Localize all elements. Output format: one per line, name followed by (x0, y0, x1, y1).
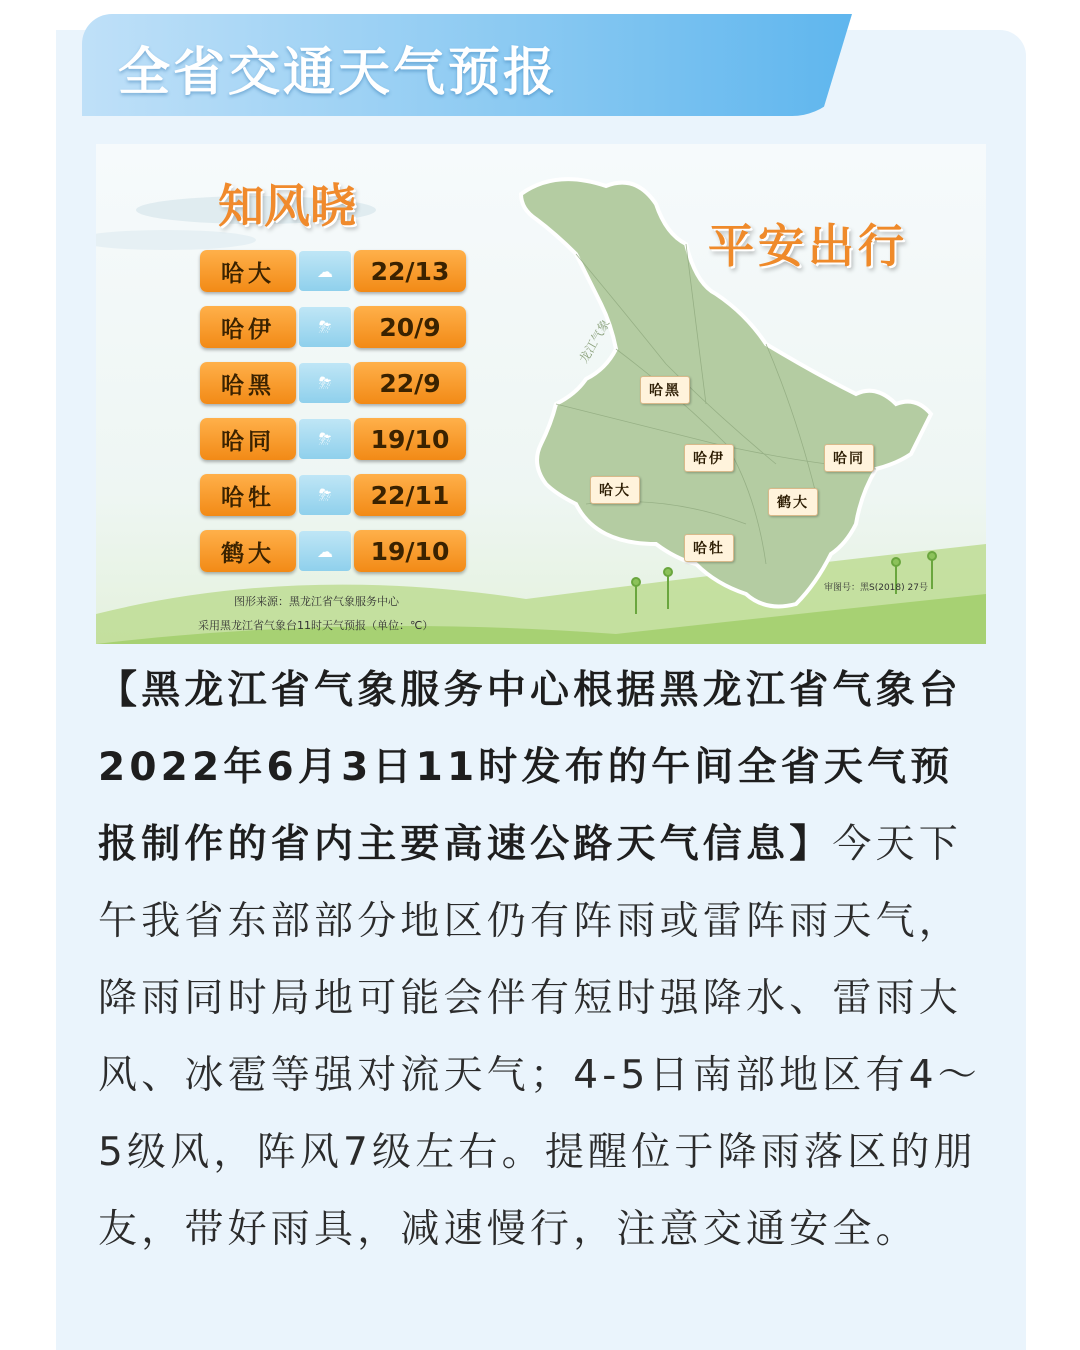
route-temp: 20/9 (354, 306, 466, 348)
image-source: 图形来源：黑龙江省气象服务中心 (234, 595, 399, 608)
route-name: 哈伊 (200, 306, 296, 348)
article-lead: 【黑龙江省气象服务中心根据黑龙江省气象台2022年6月3日11时发布的午间全省天气预报制作的省内主要高速公路天气信息】 (98, 668, 963, 867)
forecast-map-image (96, 144, 986, 644)
thunder-rain-icon: ⛈ (299, 475, 351, 515)
article-body: 今天下午我省东部部分地区仍有阵雨或雷阵雨天气，降雨同时局地可能会伴有短时强降水、雷雨大风、冰雹等强对流天气；4-5日南部地区有4～5级风，阵风7级左右。提醒位于降雨落区的朋友，带好雨具，减速慢行，注意交通安全。 (98, 822, 981, 1252)
route-name: 哈同 (200, 418, 296, 460)
route-name: 哈牡 (200, 474, 296, 516)
map-label-hatong: 哈同 (824, 444, 874, 472)
unit-note: 采用黑龙江省气象台11时天气预报（单位：℃） (198, 619, 434, 632)
page-title: 全省交通天气预报 (118, 43, 559, 103)
route-temp: 22/13 (354, 250, 466, 292)
route-temp: 19/10 (354, 418, 466, 460)
article-text (98, 652, 988, 1268)
route-temp: 22/9 (354, 362, 466, 404)
cloudy-icon: ☁ (299, 531, 351, 571)
thunder-rain-icon: ⛈ (299, 419, 351, 459)
map-label-hamu: 哈牡 (684, 534, 734, 562)
watermark-text: 龙江气象 (576, 316, 613, 366)
thunder-rain-icon: ⛈ (299, 363, 351, 403)
slogan-text: 平安出行 (708, 219, 908, 273)
forecast-row (200, 362, 466, 406)
route-temp: 19/10 (354, 530, 466, 572)
province-map (516, 164, 986, 634)
map-review-number: 审图号：黑S(2018) 27号 (824, 583, 928, 593)
brand-logo-text: 知风晓 (218, 179, 356, 233)
map-label-hayi: 哈伊 (684, 444, 734, 472)
route-name: 哈黑 (200, 362, 296, 404)
forecast-row (200, 418, 466, 462)
forecast-row (200, 530, 466, 574)
forecast-row (200, 474, 466, 518)
route-name: 鹤大 (200, 530, 296, 572)
cloudy-icon: ☁ (299, 251, 351, 291)
map-label-heda: 鹤大 (768, 488, 818, 516)
thunder-rain-icon: ⛈ (299, 307, 351, 347)
route-temp: 22/11 (354, 474, 466, 516)
forecast-row (200, 306, 466, 350)
forecast-row (200, 250, 466, 294)
map-label-hada: 哈大 (590, 476, 640, 504)
route-name: 哈大 (200, 250, 296, 292)
map-label-hahei: 哈黑 (640, 376, 690, 404)
